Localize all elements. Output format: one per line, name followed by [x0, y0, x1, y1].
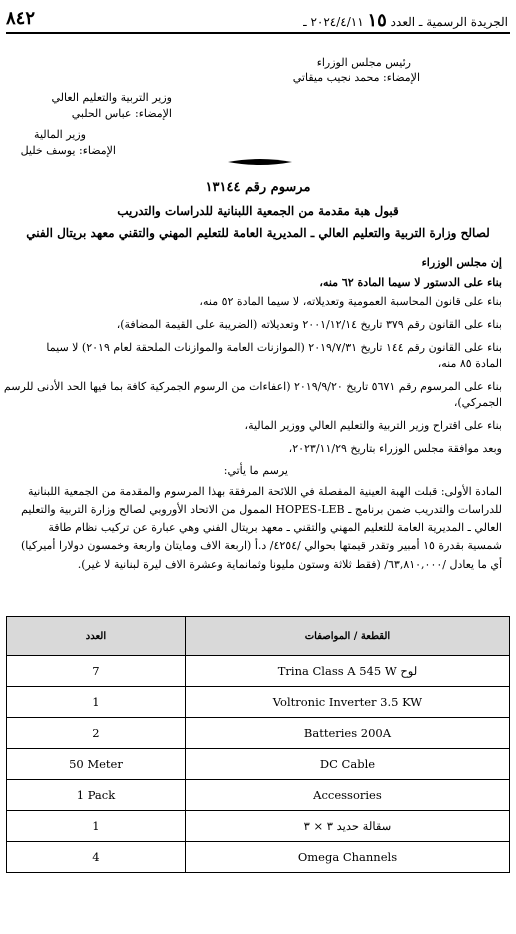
article1-line-1: المادة الأولى: قبلت الهبة العينية المفصلة في اللائحة المرفقة بهذا المرسوم والمقدمة من الجمعية اللبنانية	[28, 485, 502, 498]
basis-line-4: بناء على المرسوم رقم ٥٦٧١ تاريخ ٢٠١٩/٩/٢٠ (اعفاءات من الرسوم الجمركية كافة بما فيها الحد الأدنى للرسم	[3, 380, 502, 393]
decree-subtitle-2: لصالح وزارة التربية والتعليم العالي ـ المديرية العامة للتعليم المهني والتقني معهد بريتال الفني	[26, 226, 490, 240]
article1-line-4: شمسية بقدرة ١٥ أمبير وتقدر قيمتها بحوالي /٤٢٥٤/ د.أ (اربعة الاف ومايتان واربعة وخمسون دولارا أميركيا)	[20, 539, 502, 552]
item-description: سقالة حديد ٣ × ٣	[185, 811, 509, 842]
item-description: Batteries 200A	[185, 718, 509, 749]
decree-number: مرسوم رقم ١٣١٤٤	[205, 180, 311, 195]
table-header-row	[7, 617, 510, 656]
finance-minister-signature: الإمضاء: يوسف خليل	[20, 144, 116, 157]
basis-line-3: بناء على القانون رقم ١٤٤ تاريخ ٢٠١٩/٧/٣١ (الموازنات العامة والموازنات الملحقة لعام ٢٠١٩) لا سيما	[46, 341, 502, 354]
gazette-name: الجريدة الرسمية ـ العدد	[390, 15, 508, 29]
pm-signature: الإمضاء: محمد نجيب ميقاتي	[292, 71, 420, 84]
item-quantity: 2	[7, 718, 186, 749]
table-row	[7, 749, 510, 780]
article1-line-5: أي ما يعادل /٦٣,٨١٠,٠٠٠/ (فقط ثلاثة وستون مليونا وثمانماية وعشرة الاف ليرة لبنانية لا غير).	[77, 558, 502, 571]
basis-line-6: وبعد موافقة مجلس الوزراء بتاريخ ٢٠٢٣/١١/٢٩،	[288, 442, 502, 455]
basis-line-4-cont: الجمركي)،	[453, 396, 502, 409]
donation-items-table	[6, 616, 510, 873]
article1-line-2: للدراسات والتدريب ضمن برنامج ـ HOPES-LEB الممول من الاتحاد الأوروبي لصالح وزارة التربية والتعليم	[21, 503, 502, 516]
page-header	[0, 8, 516, 30]
pm-title: رئيس مجلس الوزراء	[316, 56, 411, 69]
item-quantity: 50 Meter	[7, 749, 186, 780]
header-description: القطعة / المواصفات	[185, 617, 509, 656]
table-row	[7, 687, 510, 718]
item-description: Voltronic Inverter 3.5 KW	[185, 687, 509, 718]
decrees-line: يرسم ما يأتي:	[223, 464, 288, 477]
table-row	[7, 811, 510, 842]
basis-line-3-cont: المادة ٨٥ منه،	[437, 357, 502, 370]
item-description: Omega Channels	[185, 842, 509, 873]
basis-line-5: بناء على اقتراح وزير التربية والتعليم العالي ووزير المالية،	[244, 419, 502, 432]
gazette-issue-line	[303, 10, 508, 31]
basis-line-2: بناء على القانون رقم ٣٧٩ تاريخ ٢٠٠١/١٢/١٤ وتعديلاته (الضريبة على القيمة المضافة)،	[116, 318, 502, 331]
basis-constitution: بناء على الدستور لا سيما المادة ٦٢ منه،	[319, 276, 502, 289]
table-row	[7, 718, 510, 749]
decorative-divider	[228, 157, 292, 167]
basis-line-1: بناء على قانون المحاسبة العمومية وتعديلاته، لا سيما المادة ٥٢ منه،	[199, 295, 502, 308]
edu-minister-signature: الإمضاء: عباس الحلبي	[71, 107, 172, 120]
decree-subtitle-1: قبول هبة مقدمة من الجمعية اللبنانية للدراسات والتدريب	[117, 204, 399, 218]
edu-minister-title: وزير التربية والتعليم العالي	[51, 91, 172, 104]
page-number: ٨٤٢	[6, 8, 36, 29]
article1-line-3: العالي ـ المديرية العامة للتعليم المهني والتقني ـ معهد بريتال الفني وهي عبارة عن تركيب نظام طاقة	[48, 521, 502, 534]
table-row	[7, 842, 510, 873]
item-description: لوح Trina Class A 545 W	[185, 656, 509, 687]
header-rule	[6, 32, 510, 34]
item-description: Accessories	[185, 780, 509, 811]
header-quantity: العدد	[7, 617, 186, 656]
item-quantity: 1 Pack	[7, 780, 186, 811]
item-quantity: 1	[7, 687, 186, 718]
item-quantity: 1	[7, 811, 186, 842]
issue-date: ٢٠٢٤/٤/١١ ـ	[303, 15, 364, 29]
item-quantity: 7	[7, 656, 186, 687]
issue-number: ١٥	[367, 10, 387, 31]
finance-minister-title: وزير المالية	[34, 128, 86, 141]
item-quantity: 4	[7, 842, 186, 873]
item-description: DC Cable	[185, 749, 509, 780]
council-line: إن مجلس الوزراء	[421, 256, 502, 269]
table-row	[7, 780, 510, 811]
table-row	[7, 656, 510, 687]
